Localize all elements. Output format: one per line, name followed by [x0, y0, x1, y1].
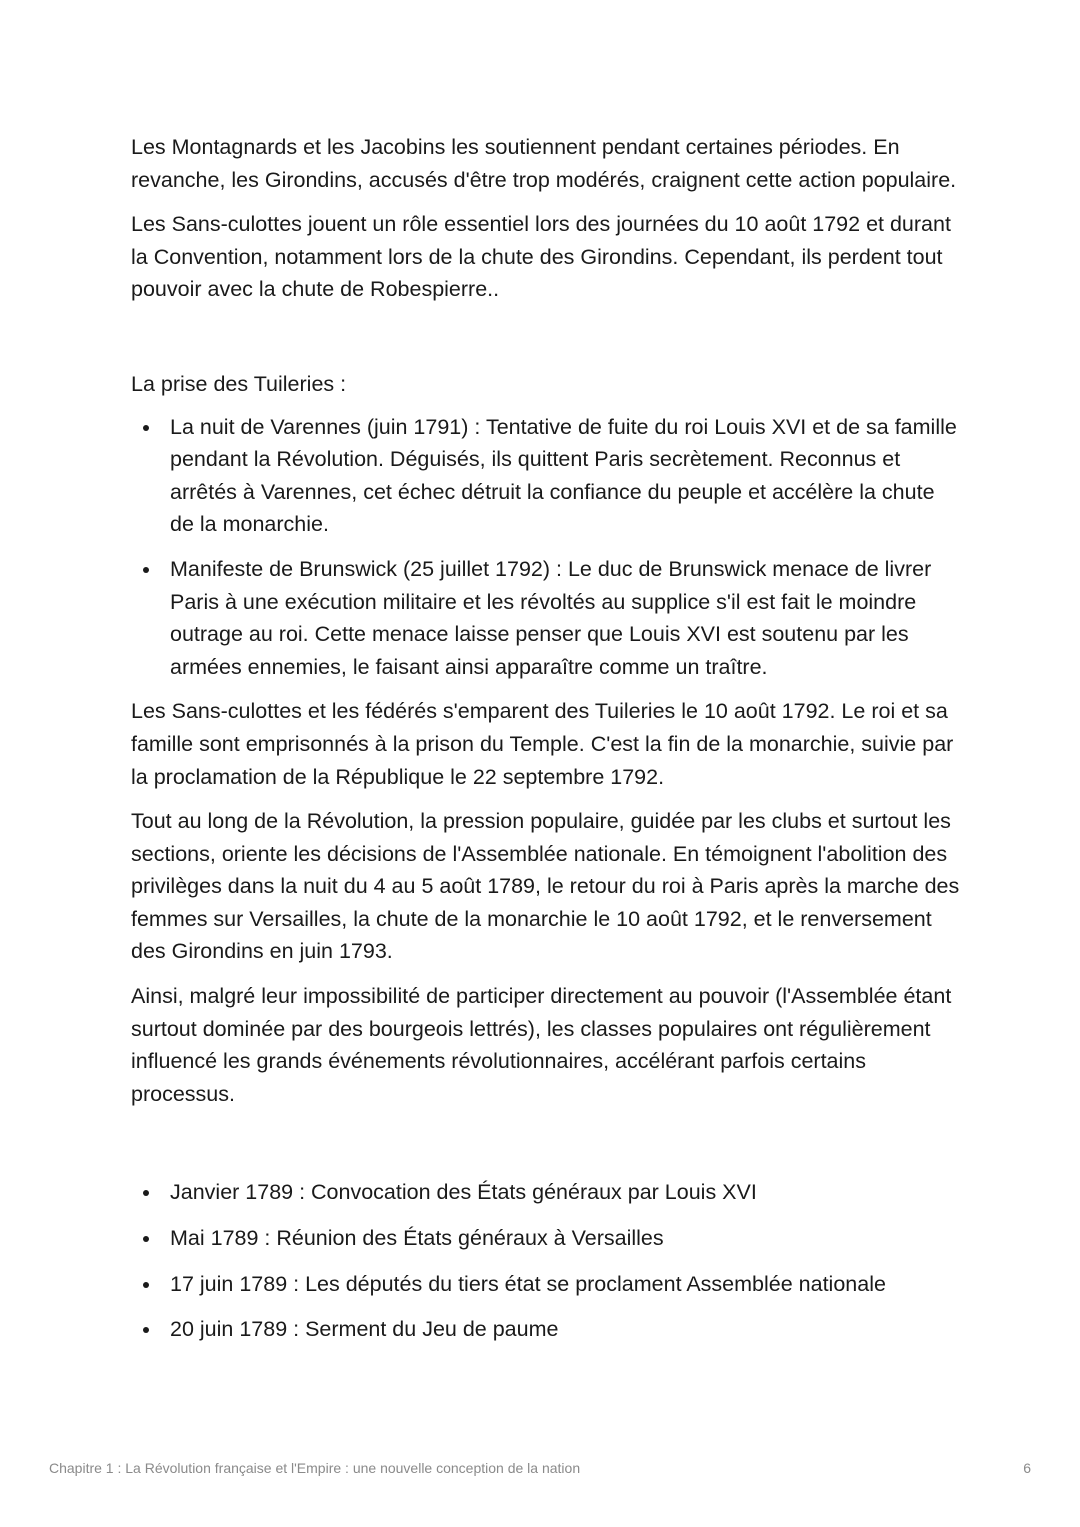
timeline-item: Mai 1789 : Réunion des États généraux à Versailles — [131, 1222, 961, 1255]
spacer — [131, 1122, 961, 1176]
tuileries-bullet-list — [131, 411, 961, 684]
footer-chapter-title: Chapitre 1 : La Révolution française et l'Empire : une nouvelle conception de la nation — [49, 1460, 581, 1476]
page-number: 6 — [1023, 1460, 1031, 1476]
list-item: Manifeste de Brunswick (25 juillet 1792) : Le duc de Brunswick menace de livrer Paris à une exécution militaire et les révoltés au supplice s'il est fait le moindre outrage au roi. Cette menace laisse penser que Louis XVI est soutenu par les armées ennemies, le faisant ainsi apparaître comme un traître. — [131, 553, 961, 683]
paragraph: Tout au long de la Révolution, la pression populaire, guidée par les clubs et surtout les sections, oriente les décisions de l'Assemblée nationale. En témoignent l'abolition des privilèges dans la nuit du 4 au 5 août 1789, le retour du roi à Paris après la marche des femmes sur Versailles, la chute de la monarchie le 10 août 1792, et le renversement des Girondins en juin 1793. — [131, 809, 960, 964]
timeline-list — [131, 1176, 961, 1345]
page-footer — [49, 1460, 1031, 1476]
timeline-item: Janvier 1789 : Convocation des États généraux par Louis XVI — [131, 1176, 961, 1209]
timeline-item: 20 juin 1789 : Serment du Jeu de paume — [131, 1313, 961, 1346]
section-heading: La prise des Tuileries : — [131, 371, 347, 396]
paragraph: Les Sans-culottes et les fédérés s'emparent des Tuileries le 10 août 1792. Le roi et sa famille sont emprisonnés à la prison du Temple. C'est la fin de la monarchie, suivie par la proclamation de la République le 22 septembre 1792. — [131, 699, 954, 789]
list-item: La nuit de Varennes (juin 1791) : Tentative de fuite du roi Louis XVI et de sa famille pendant la Révolution. Déguisés, ils quittent Paris secrètement. Reconnus et arrêtés à Varennes, cet échec détruit la confiance du peuple et accélère la chute de la monarchie. — [131, 411, 961, 541]
paragraph: Les Montagnards et les Jacobins les soutiennent pendant certaines périodes. En revanche, les Girondins, accusés d'être trop modérés, craignent cette action populaire. — [131, 135, 957, 192]
timeline-item: 17 juin 1789 : Les députés du tiers état se proclament Assemblée nationale — [131, 1268, 961, 1301]
document-body — [131, 131, 961, 1359]
paragraph: Les Sans-culottes jouent un rôle essentiel lors des journées du 10 août 1792 et durant la Convention, notamment lors de la chute des Girondins. Cependant, ils perdent tout pouvoir avec la chute de Robespierre.. — [131, 212, 951, 302]
paragraph: Ainsi, malgré leur impossibilité de participer directement au pouvoir (l'Assemblée étant surtout dominée par des bourgeois lettrés), les classes populaires ont régulièrement influencé les grands événements révolutionnaires, accélérant parfois certains processus. — [131, 984, 952, 1106]
spacer — [131, 318, 961, 368]
